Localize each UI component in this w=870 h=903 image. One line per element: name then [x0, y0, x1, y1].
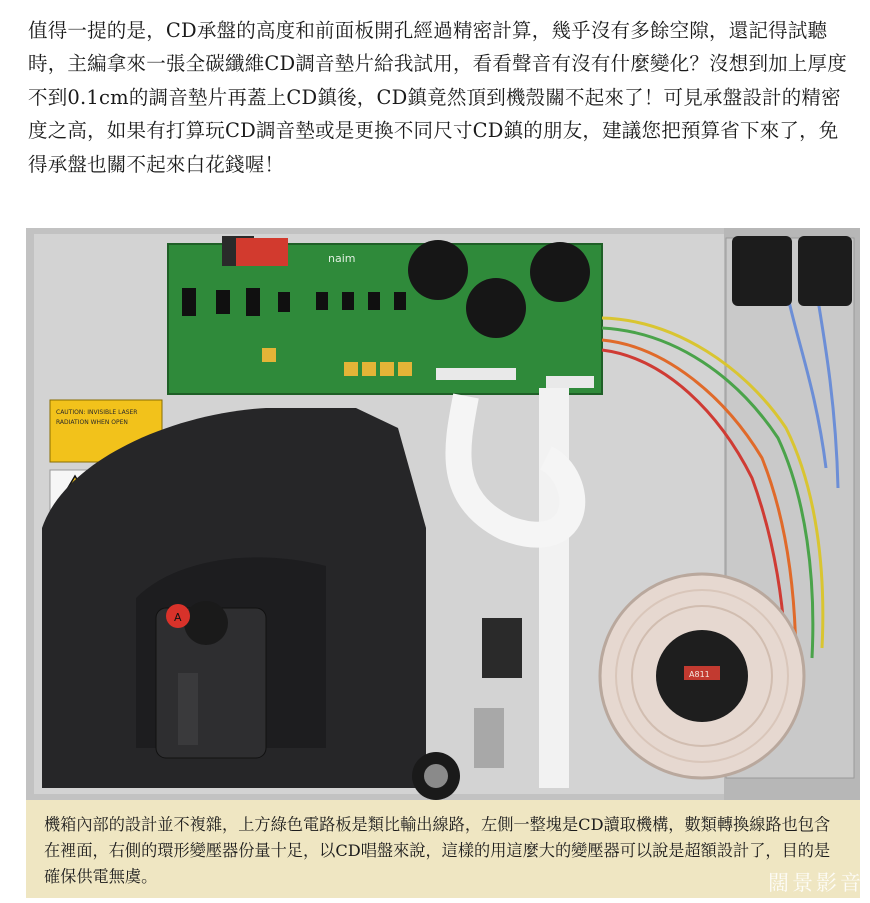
tray-badge: A	[174, 611, 182, 624]
svg-text:RADIATION WHEN OPEN: RADIATION WHEN OPEN	[56, 419, 128, 426]
watermark: 闊景影音	[768, 871, 864, 895]
article-text	[28, 14, 858, 181]
svg-text:CAUTION: INVISIBLE LASER: CAUTION: INVISIBLE LASER	[56, 409, 138, 416]
cd-player-interior-photo	[26, 228, 860, 800]
analog-output-board	[168, 236, 602, 394]
cd-drive-mechanism	[42, 408, 460, 800]
article-paragraph: 值得一提的是，CD承盤的高度和前面板開孔經過精密計算，幾乎沒有多餘空隙，還記得試聽時，主編拿來一張全碳纖維CD調音墊片給我試用，看看聲音有沒有什麼變化？沒想到加上厚度不到0.1cm的調音墊片再蓋上CD鎮後，CD鎮竟然頂到機殼關不起來了！可見承盤設計的精密度之高，如果有打算玩CD調音墊或是更換不同尺寸CD鎮的朋友，建議您把預算省下來了，免得承盤也關不起來白花錢喔！	[28, 19, 847, 176]
board-logo: naim	[328, 252, 356, 265]
transformer-label: A811	[689, 670, 710, 679]
toroidal-transformer	[600, 574, 804, 778]
photo-caption	[26, 800, 860, 898]
caption-text: 機箱內部的設計並不複雜，上方綠色電路板是類比輸出線路，左側一整塊是CD讀取機構，數類轉換線路也包含在裡面，右側的環形變壓器份量十足，以CD唱盤來說，這樣的用這麼大的變壓器可以說是超額設計了，目的是確保供電無虞。	[44, 815, 831, 886]
